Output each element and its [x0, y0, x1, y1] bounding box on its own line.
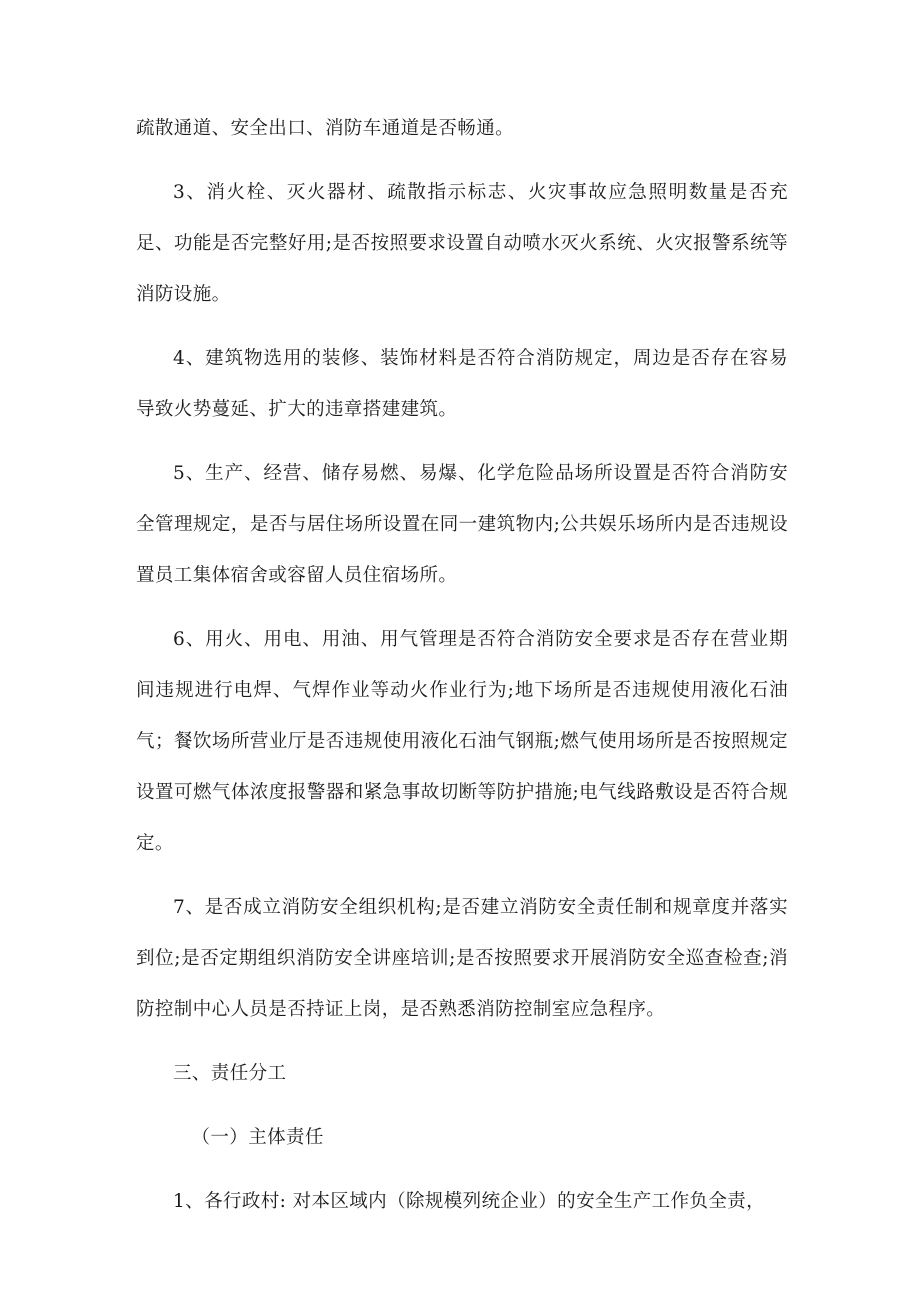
paragraph-item-7: 7、是否成立消防安全组织机构;是否建立消防安全责任制和规章度并落实到位;是否定期组织消防安全讲座培训;是否按照要求开展消防安全巡查检查;消防控制中心人员是否持证上岗，是否熟悉消防控制室应急程序。: [136, 897, 788, 1020]
section-heading-responsibility: 三、责任分工: [173, 1063, 287, 1084]
paragraph-item-5: 5、生产、经营、储存易燃、易爆、化学危险品场所设置是否符合消防安全管理规定，是否与居住场所设置在同一建筑物内;公共娱乐场所内是否违规设置员工集体宿舍或容留人员住宿场所。: [136, 463, 788, 586]
paragraph-item-6: 6、用火、用电、用油、用气管理是否符合消防安全要求是否存在营业期间违规进行电焊、气焊作业等动火作业行为;地下场所是否违规使用液化石油气；餐饮场所营业厅是否违规使用液化石油气钢瓶;燃气使用场所是否按照规定设置可燃气体浓度报警器和紧急事故切断等防护措施;电气线路敷设是否符合规定。: [136, 629, 788, 854]
subsection-heading-main-responsibility: （一）主体责任: [191, 1127, 324, 1148]
paragraph-evacuation-continued: 疏散通道、安全出口、消防车通道是否畅通。: [136, 118, 515, 139]
document-body: [136, 103, 788, 1227]
paragraph-village-responsibility: 1、各行政村: 对本区域内（除规模列统企业）的安全生产工作负全责，: [173, 1191, 766, 1212]
paragraph-item-4: 4、建筑物选用的装修、装饰材料是否符合消防规定，周边是否存在容易导致火势蔓延、扩大的违章搭建建筑。: [136, 348, 788, 420]
paragraph-item-3: 3、消火栓、灭火器材、疏散指示标志、火灾事故应急照明数量是否充足、功能是否完整好用;是否按照要求设置自动喷水灭火系统、火灾报警系统等消防设施。: [136, 182, 788, 305]
